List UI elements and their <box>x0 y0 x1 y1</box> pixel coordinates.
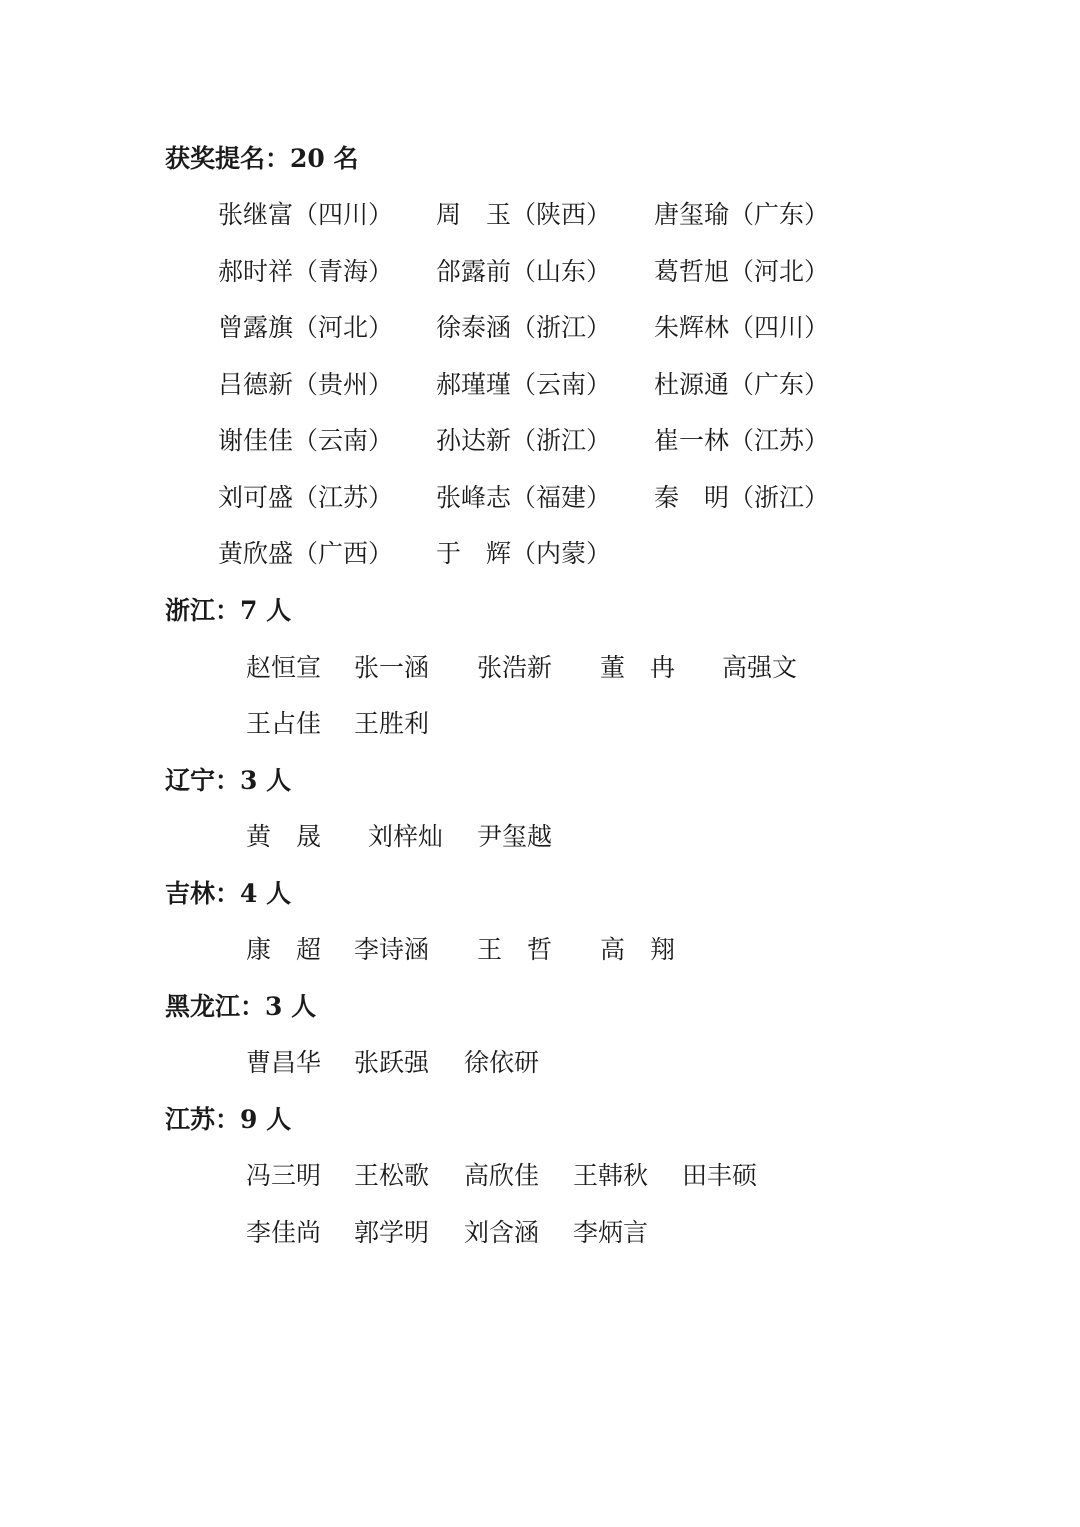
person-name: 黄 晟 <box>246 822 322 851</box>
person-name: 高强文 <box>722 653 798 682</box>
nominee-name: 周 玉（陕西） <box>436 200 612 229</box>
person-name: 李炳言 <box>573 1218 649 1247</box>
person-name: 董 冉 <box>600 653 676 682</box>
nominee-name: 朱辉林（四川） <box>654 313 830 342</box>
person-name: 王 哲 <box>477 935 553 964</box>
nominee-name: 郝时祥（青海） <box>218 257 394 286</box>
nominee-name: 吕德新（贵州） <box>218 370 394 399</box>
person-name: 张跃强 <box>354 1048 430 1077</box>
person-name: 李佳尚 <box>246 1218 322 1247</box>
nominee-name: 孙达新（浙江） <box>436 426 612 455</box>
person-name: 曹昌华 <box>246 1048 322 1077</box>
person-name: 尹玺越 <box>477 822 553 851</box>
person-name: 王松歌 <box>354 1161 430 1190</box>
province-heading-heilongjiang: 黑龙江：3 人 <box>165 992 317 1021</box>
province-heading-zhejiang: 浙江：7 人 <box>165 596 292 625</box>
nominee-name: 张继富（四川） <box>218 200 394 229</box>
nominee-name: 郃露前（山东） <box>436 257 612 286</box>
person-name: 田丰硕 <box>682 1161 758 1190</box>
person-name: 徐依研 <box>464 1048 540 1077</box>
person-name: 刘梓灿 <box>368 822 444 851</box>
person-name: 王韩秋 <box>573 1161 649 1190</box>
nominee-name: 徐泰涵（浙江） <box>436 313 612 342</box>
person-name: 冯三明 <box>246 1161 322 1190</box>
person-name: 郭学明 <box>354 1218 430 1247</box>
person-name: 赵恒宣 <box>246 653 322 682</box>
nominee-name: 谢佳佳（云南） <box>218 426 394 455</box>
person-name: 高 翔 <box>600 935 676 964</box>
person-name: 康 超 <box>246 935 322 964</box>
person-name: 李诗涵 <box>354 935 430 964</box>
province-heading-jilin: 吉林：4 人 <box>165 879 292 908</box>
person-name: 张浩新 <box>477 653 553 682</box>
nominee-name: 刘可盛（江苏） <box>218 483 394 512</box>
nominee-name: 张峰志（福建） <box>436 483 612 512</box>
person-name: 王胜利 <box>354 709 430 738</box>
nominations-heading: 获奖提名：20 名 <box>165 144 359 173</box>
nominee-name: 黄欣盛（广西） <box>218 539 394 568</box>
person-name: 张一涵 <box>354 653 430 682</box>
person-name: 王占佳 <box>246 709 322 738</box>
nominee-name: 葛哲旭（河北） <box>654 257 830 286</box>
nominee-name: 唐玺瑜（广东） <box>654 200 830 229</box>
nominee-name: 杜源通（广东） <box>654 370 830 399</box>
person-name: 刘含涵 <box>464 1218 540 1247</box>
nominee-name: 秦 明（浙江） <box>654 483 830 512</box>
nominee-name: 于 辉（内蒙） <box>436 539 612 568</box>
province-heading-jiangsu: 江苏：9 人 <box>165 1105 292 1134</box>
person-name: 高欣佳 <box>464 1161 540 1190</box>
province-heading-liaoning: 辽宁：3 人 <box>165 766 292 795</box>
nominee-name: 曾露旗（河北） <box>218 313 394 342</box>
nominee-name: 崔一林（江苏） <box>654 426 830 455</box>
nominee-name: 郝瑾瑾（云南） <box>436 370 612 399</box>
